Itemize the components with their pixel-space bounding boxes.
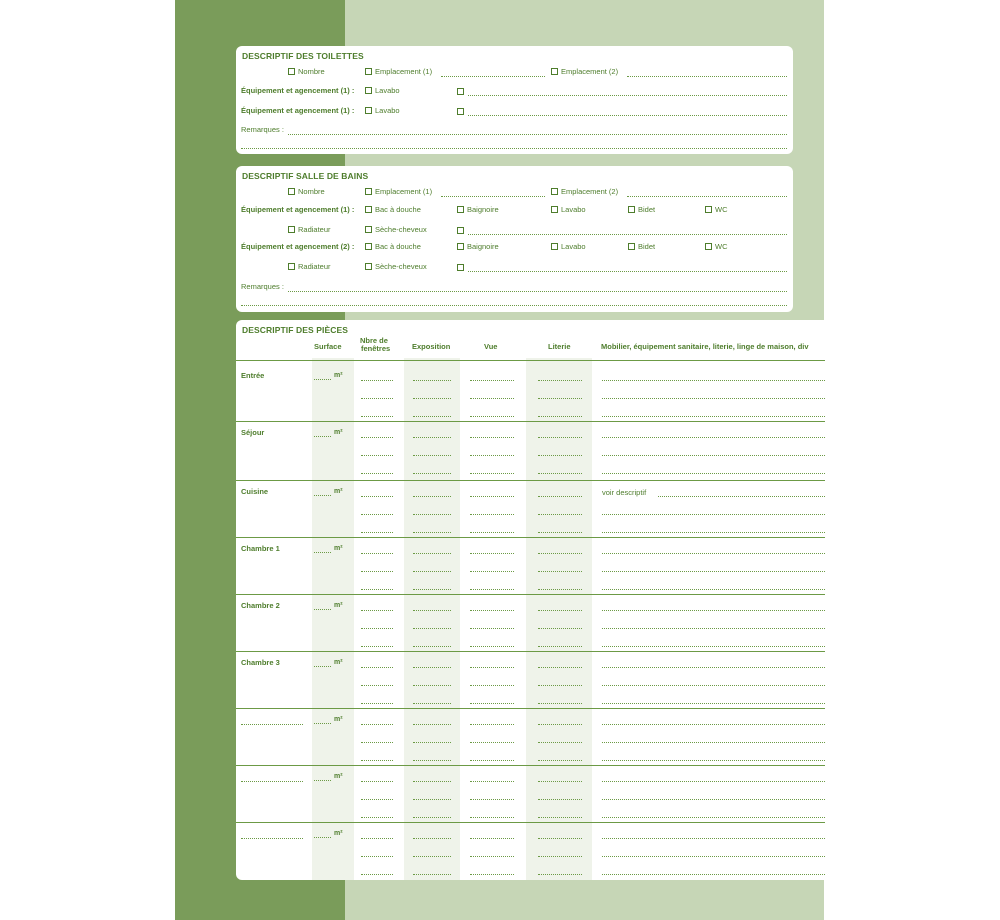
surface-line[interactable]: [314, 837, 331, 838]
fill-line[interactable]: [361, 437, 393, 438]
surface-unit: m²: [334, 716, 343, 723]
header-divider: [236, 360, 825, 361]
lavabo-option[interactable]: Lavabo: [551, 242, 586, 252]
fill-line[interactable]: [602, 874, 825, 875]
fill-line[interactable]: [361, 781, 393, 782]
fill-line[interactable]: [468, 234, 787, 235]
checkbox[interactable]: [365, 226, 372, 233]
seche-cheveux-option[interactable]: Sèche-cheveux: [365, 262, 427, 272]
fill-line[interactable]: [361, 380, 393, 381]
pieces-section: [236, 320, 825, 880]
fill-line[interactable]: [470, 514, 514, 515]
fill-line[interactable]: [468, 95, 787, 96]
fill-line[interactable]: [413, 742, 451, 743]
fill-line[interactable]: [413, 416, 451, 417]
equipment-label: Équipement et agencement (1) :: [241, 205, 355, 214]
fill-line[interactable]: [538, 685, 582, 686]
fill-line[interactable]: [413, 380, 451, 381]
lavabo-option[interactable]: Lavabo: [365, 106, 400, 116]
surface-line[interactable]: [314, 609, 331, 610]
fill-line[interactable]: [413, 437, 451, 438]
checkbox[interactable]: [628, 243, 635, 250]
fill-line[interactable]: [413, 553, 451, 554]
checkbox[interactable]: [551, 206, 558, 213]
equipment-label: Équipement et agencement (1) :: [241, 106, 355, 115]
fill-line[interactable]: [470, 817, 514, 818]
checkbox[interactable]: [457, 206, 464, 213]
cuisine-note: voir descriptif: [602, 488, 647, 497]
fill-line[interactable]: [361, 856, 393, 857]
remarques-label: Remarques :: [241, 282, 284, 291]
fill-line[interactable]: [413, 781, 451, 782]
remarques-line[interactable]: [288, 134, 787, 135]
fill-line[interactable]: [602, 610, 825, 611]
fill-line[interactable]: [361, 799, 393, 800]
fill-line[interactable]: [602, 646, 825, 647]
fill-line[interactable]: [361, 838, 393, 839]
emplacement1-option[interactable]: Emplacement (1): [365, 67, 432, 77]
surface-line[interactable]: [314, 780, 331, 781]
surface-line[interactable]: [314, 436, 331, 437]
surface-line[interactable]: [314, 379, 331, 380]
fill-line[interactable]: [538, 532, 582, 533]
baignoire-option[interactable]: Baignoire: [457, 242, 499, 252]
fill-line[interactable]: [413, 646, 451, 647]
fill-line[interactable]: [413, 455, 451, 456]
room-name-line[interactable]: [241, 781, 303, 782]
bidet-option[interactable]: Bidet: [628, 205, 655, 215]
fill-line[interactable]: [602, 514, 825, 515]
fill-line[interactable]: [602, 398, 825, 399]
equipment-label: Équipement et agencement (2) :: [241, 242, 355, 251]
bac-douche-option[interactable]: Bac à douche: [365, 205, 421, 215]
seche-cheveux-option[interactable]: Sèche-cheveux: [365, 225, 427, 235]
fill-line[interactable]: [538, 838, 582, 839]
section-title: DESCRIPTIF DES TOILETTES: [242, 51, 364, 61]
row-divider: [236, 765, 825, 766]
fill-line[interactable]: [470, 473, 514, 474]
fill-line[interactable]: [413, 398, 451, 399]
remarques-line[interactable]: [288, 291, 787, 292]
emplacement1-option[interactable]: Emplacement (1): [365, 187, 432, 197]
emplacement2-option[interactable]: Emplacement (2): [551, 187, 618, 197]
fill-line[interactable]: [538, 799, 582, 800]
surface-unit: m²: [334, 602, 343, 609]
toilettes-section: [236, 46, 793, 154]
room-name: Cuisine: [241, 487, 269, 496]
fill-line[interactable]: [470, 799, 514, 800]
fill-line[interactable]: [361, 724, 393, 725]
room-name: Entrée: [241, 371, 265, 380]
checkbox[interactable]: [551, 243, 558, 250]
nombre-option[interactable]: Nombre: [288, 187, 325, 197]
fill-line[interactable]: [470, 416, 514, 417]
checkbox[interactable]: [288, 188, 295, 195]
checkbox[interactable]: [551, 68, 558, 75]
fill-line[interactable]: [361, 628, 393, 629]
checkbox[interactable]: [551, 188, 558, 195]
checkbox[interactable]: [288, 68, 295, 75]
fill-line[interactable]: [470, 628, 514, 629]
emplacement2-option[interactable]: Emplacement (2): [551, 67, 618, 77]
fill-line[interactable]: [470, 610, 514, 611]
fill-line[interactable]: [468, 271, 787, 272]
row-divider: [236, 421, 825, 422]
fill-line[interactable]: [441, 196, 545, 197]
fill-line[interactable]: [470, 646, 514, 647]
fill-line[interactable]: [602, 856, 825, 857]
fill-line[interactable]: [361, 667, 393, 668]
fill-line[interactable]: [470, 667, 514, 668]
checkbox[interactable]: [288, 226, 295, 233]
room-name: Chambre 2: [241, 601, 280, 610]
fill-line[interactable]: [538, 455, 582, 456]
surface-line[interactable]: [314, 495, 331, 496]
fill-line[interactable]: [413, 496, 451, 497]
fill-line[interactable]: [413, 685, 451, 686]
header-mobilier: Mobilier, équipement sanitaire, literie, linge de maison, div: [601, 342, 809, 351]
row-divider: [236, 537, 825, 538]
fill-line[interactable]: [538, 874, 582, 875]
fill-line[interactable]: [413, 724, 451, 725]
fill-line[interactable]: [413, 589, 451, 590]
fill-line[interactable]: [413, 667, 451, 668]
fill-line[interactable]: [361, 514, 393, 515]
bidet-option[interactable]: Bidet: [628, 242, 655, 252]
surface-unit: m²: [334, 488, 343, 495]
remarques-label: Remarques :: [241, 125, 284, 134]
fill-line[interactable]: [361, 416, 393, 417]
checkbox[interactable]: [365, 87, 372, 94]
fill-line[interactable]: [361, 571, 393, 572]
fill-line[interactable]: [413, 874, 451, 875]
fill-line[interactable]: [602, 760, 825, 761]
fill-line[interactable]: [538, 514, 582, 515]
room-name: Séjour: [241, 428, 265, 437]
fill-line[interactable]: [470, 496, 514, 497]
fill-line[interactable]: [538, 571, 582, 572]
fill-line[interactable]: [470, 724, 514, 725]
fill-line[interactable]: [538, 646, 582, 647]
radiateur-option[interactable]: Radiateur: [288, 225, 331, 235]
header-surface: Surface: [314, 342, 342, 351]
header-vue: Vue: [484, 342, 498, 351]
fill-line[interactable]: [602, 380, 825, 381]
room-name: Chambre 3: [241, 658, 280, 667]
fill-line[interactable]: [361, 610, 393, 611]
surface-line[interactable]: [314, 552, 331, 553]
remarques-line[interactable]: [241, 148, 787, 149]
lavabo-option[interactable]: Lavabo: [365, 86, 400, 96]
fill-line[interactable]: [602, 799, 825, 800]
fill-line[interactable]: [413, 473, 451, 474]
fill-line[interactable]: [413, 817, 451, 818]
row-divider: [236, 480, 825, 481]
checkbox[interactable]: [288, 263, 295, 270]
fill-line[interactable]: [361, 473, 393, 474]
row-divider: [236, 708, 825, 709]
fill-line[interactable]: [470, 703, 514, 704]
fill-line[interactable]: [361, 874, 393, 875]
checkbox[interactable]: [365, 188, 372, 195]
fill-line[interactable]: [538, 380, 582, 381]
nombre-option[interactable]: Nombre: [288, 67, 325, 77]
surface-unit: m²: [334, 545, 343, 552]
fill-line[interactable]: [470, 553, 514, 554]
fill-line[interactable]: [602, 437, 825, 438]
checkbox[interactable]: [365, 107, 372, 114]
fill-line[interactable]: [602, 473, 825, 474]
other-checkbox[interactable]: [457, 227, 464, 234]
fill-line[interactable]: [470, 589, 514, 590]
fill-line[interactable]: [538, 724, 582, 725]
room-name-line[interactable]: [241, 838, 303, 839]
fill-line[interactable]: [538, 667, 582, 668]
fill-line[interactable]: [602, 667, 825, 668]
fill-line[interactable]: [602, 416, 825, 417]
other-checkbox[interactable]: [457, 108, 464, 115]
fill-line[interactable]: [538, 817, 582, 818]
fill-line[interactable]: [413, 799, 451, 800]
wc-option[interactable]: WC: [705, 205, 728, 215]
fill-line[interactable]: [538, 589, 582, 590]
lavabo-option[interactable]: Lavabo: [551, 205, 586, 215]
fill-line[interactable]: [470, 685, 514, 686]
checkbox[interactable]: [457, 243, 464, 250]
fill-line[interactable]: [470, 571, 514, 572]
fill-line[interactable]: [470, 380, 514, 381]
fill-line[interactable]: [602, 742, 825, 743]
fill-line[interactable]: [361, 532, 393, 533]
surface-unit: m²: [334, 773, 343, 780]
checkbox[interactable]: [705, 206, 712, 213]
fill-line[interactable]: [658, 496, 825, 497]
fill-line[interactable]: [470, 838, 514, 839]
row-divider: [236, 651, 825, 652]
bac-douche-option[interactable]: Bac à douche: [365, 242, 421, 252]
fill-line[interactable]: [538, 473, 582, 474]
fill-line[interactable]: [470, 532, 514, 533]
fill-line[interactable]: [538, 610, 582, 611]
other-checkbox[interactable]: [457, 264, 464, 271]
fill-line[interactable]: [361, 742, 393, 743]
fill-line[interactable]: [361, 589, 393, 590]
row-divider: [236, 822, 825, 823]
row-divider: [236, 594, 825, 595]
surface-unit: m²: [334, 659, 343, 666]
radiateur-option[interactable]: Radiateur: [288, 262, 331, 272]
fill-line[interactable]: [538, 496, 582, 497]
fill-line[interactable]: [413, 856, 451, 857]
fill-line[interactable]: [361, 455, 393, 456]
fill-line[interactable]: [538, 856, 582, 857]
checkbox[interactable]: [365, 206, 372, 213]
section-title: DESCRIPTIF SALLE DE BAINS: [242, 171, 369, 181]
fill-line[interactable]: [413, 610, 451, 611]
fill-line[interactable]: [361, 760, 393, 761]
surface-unit: m²: [334, 372, 343, 379]
fill-line[interactable]: [413, 514, 451, 515]
fill-line[interactable]: [538, 398, 582, 399]
fill-line[interactable]: [602, 703, 825, 704]
surface-unit: m²: [334, 830, 343, 837]
fill-line[interactable]: [602, 553, 825, 554]
fill-line[interactable]: [361, 685, 393, 686]
fill-line[interactable]: [361, 553, 393, 554]
fill-line[interactable]: [538, 628, 582, 629]
fill-line[interactable]: [602, 628, 825, 629]
fill-line[interactable]: [538, 781, 582, 782]
fill-line[interactable]: [602, 838, 825, 839]
fill-line[interactable]: [413, 838, 451, 839]
fill-line[interactable]: [413, 703, 451, 704]
surface-line[interactable]: [314, 723, 331, 724]
fill-line[interactable]: [361, 496, 393, 497]
fill-line[interactable]: [470, 856, 514, 857]
fill-line[interactable]: [538, 703, 582, 704]
fill-line[interactable]: [413, 760, 451, 761]
checkbox[interactable]: [365, 243, 372, 250]
checkbox[interactable]: [628, 206, 635, 213]
header-fenetres-line1: Nbre de: [360, 336, 388, 345]
remarques-line[interactable]: [241, 305, 787, 306]
fill-line[interactable]: [361, 398, 393, 399]
header-exposition: Exposition: [412, 342, 451, 351]
surface-line[interactable]: [314, 666, 331, 667]
fill-line[interactable]: [413, 532, 451, 533]
fill-line[interactable]: [602, 455, 825, 456]
fill-line[interactable]: [470, 437, 514, 438]
checkbox[interactable]: [365, 68, 372, 75]
equipment-label: Équipement et agencement (1) :: [241, 86, 355, 95]
room-name-line[interactable]: [241, 724, 303, 725]
fill-line[interactable]: [361, 817, 393, 818]
fill-line[interactable]: [413, 628, 451, 629]
fill-line[interactable]: [470, 874, 514, 875]
room-name: Chambre 1: [241, 544, 280, 553]
surface-unit: m²: [334, 429, 343, 436]
fill-line[interactable]: [441, 76, 545, 77]
fill-line[interactable]: [627, 76, 787, 77]
fill-line[interactable]: [538, 553, 582, 554]
section-title: DESCRIPTIF DES PIÈCES: [242, 325, 349, 335]
fill-line[interactable]: [602, 571, 825, 572]
fill-line[interactable]: [627, 196, 787, 197]
fill-line[interactable]: [470, 742, 514, 743]
fill-line[interactable]: [538, 437, 582, 438]
fill-line[interactable]: [470, 398, 514, 399]
fill-line[interactable]: [602, 781, 825, 782]
fill-line[interactable]: [602, 589, 825, 590]
fill-line[interactable]: [361, 703, 393, 704]
header-fenetres-line2: fenêtres: [361, 344, 391, 353]
header-literie: Literie: [548, 342, 571, 351]
fill-line[interactable]: [470, 760, 514, 761]
fill-line[interactable]: [538, 416, 582, 417]
fill-line[interactable]: [602, 724, 825, 725]
fill-line[interactable]: [538, 742, 582, 743]
fill-line[interactable]: [602, 532, 825, 533]
other-checkbox[interactable]: [457, 88, 464, 95]
fill-line[interactable]: [470, 455, 514, 456]
fill-line[interactable]: [468, 115, 787, 116]
fill-line[interactable]: [538, 760, 582, 761]
baignoire-option[interactable]: Baignoire: [457, 205, 499, 215]
fill-line[interactable]: [602, 817, 825, 818]
checkbox[interactable]: [705, 243, 712, 250]
fill-line[interactable]: [602, 685, 825, 686]
fill-line[interactable]: [470, 781, 514, 782]
fill-line[interactable]: [413, 571, 451, 572]
wc-option[interactable]: WC: [705, 242, 728, 252]
checkbox[interactable]: [365, 263, 372, 270]
salle-de-bains-section: [236, 166, 793, 312]
fill-line[interactable]: [361, 646, 393, 647]
